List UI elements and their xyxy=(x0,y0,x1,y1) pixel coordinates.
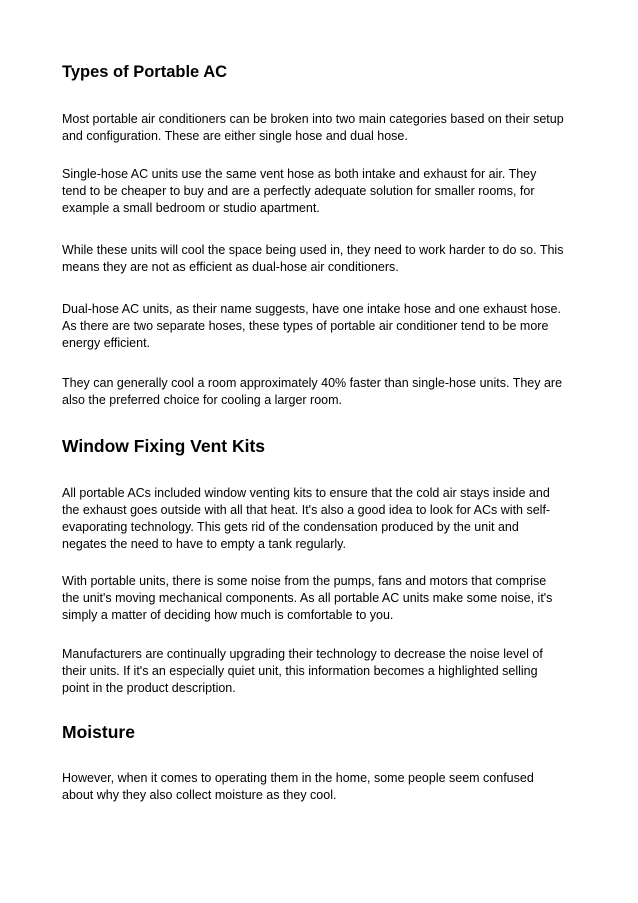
section-heading-moisture: Moisture xyxy=(62,722,135,742)
paragraph: They can generally cool a room approximately 40% faster than single-hose units. They are also the preferred choice for cooling a larger room. xyxy=(62,376,563,407)
paragraph: All portable ACs included window venting kits to ensure that the cold air stays inside and the exhaust goes outside with all that heat. It's also a good idea to look for ACs with self- evaporating technology. This gets rid of the condensation produced by the unit and negates the need to have to empty a tank regularly. xyxy=(62,486,551,551)
paragraph: Most portable air conditioners can be broken into two main categories based on their setup and configuration. These are either single hose and dual hose. xyxy=(62,112,564,143)
section-heading-window-fixing-vent-kits: Window Fixing Vent Kits xyxy=(62,436,266,456)
paragraph: While these units will cool the space being used in, they need to work harder to do so. This means they are not as efficient as dual-hose air conditioners. xyxy=(62,243,564,274)
paragraph: With portable units, there is some noise from the pumps, fans and motors that comprise the unit's moving mechanical components. As all portable AC units make some noise, it's simply a matter of deciding how much is comfortable to you. xyxy=(62,574,553,622)
paragraph: Single-hose AC units use the same vent hose as both intake and exhaust for air. They tend to be cheaper to buy and are a perfectly adequate solution for smaller rooms, for example a small bedroom or studio apartment. xyxy=(62,167,537,215)
paragraph: Manufacturers are continually upgrading their technology to decrease the noise level of their units. If it's an especially quiet unit, this information becomes a highlighted selling point in the product description. xyxy=(62,647,543,695)
paragraph: However, when it comes to operating them in the home, some people seem confused about why they also collect moisture as they cool. xyxy=(62,771,534,802)
section-heading-types-of-portable-ac: Types of Portable AC xyxy=(62,63,228,81)
paragraph: Dual-hose AC units, as their name suggests, have one intake hose and one exhaust hose. As there are two separate hoses, these types of portable air conditioner tend to be more energy efficient. xyxy=(62,302,561,350)
